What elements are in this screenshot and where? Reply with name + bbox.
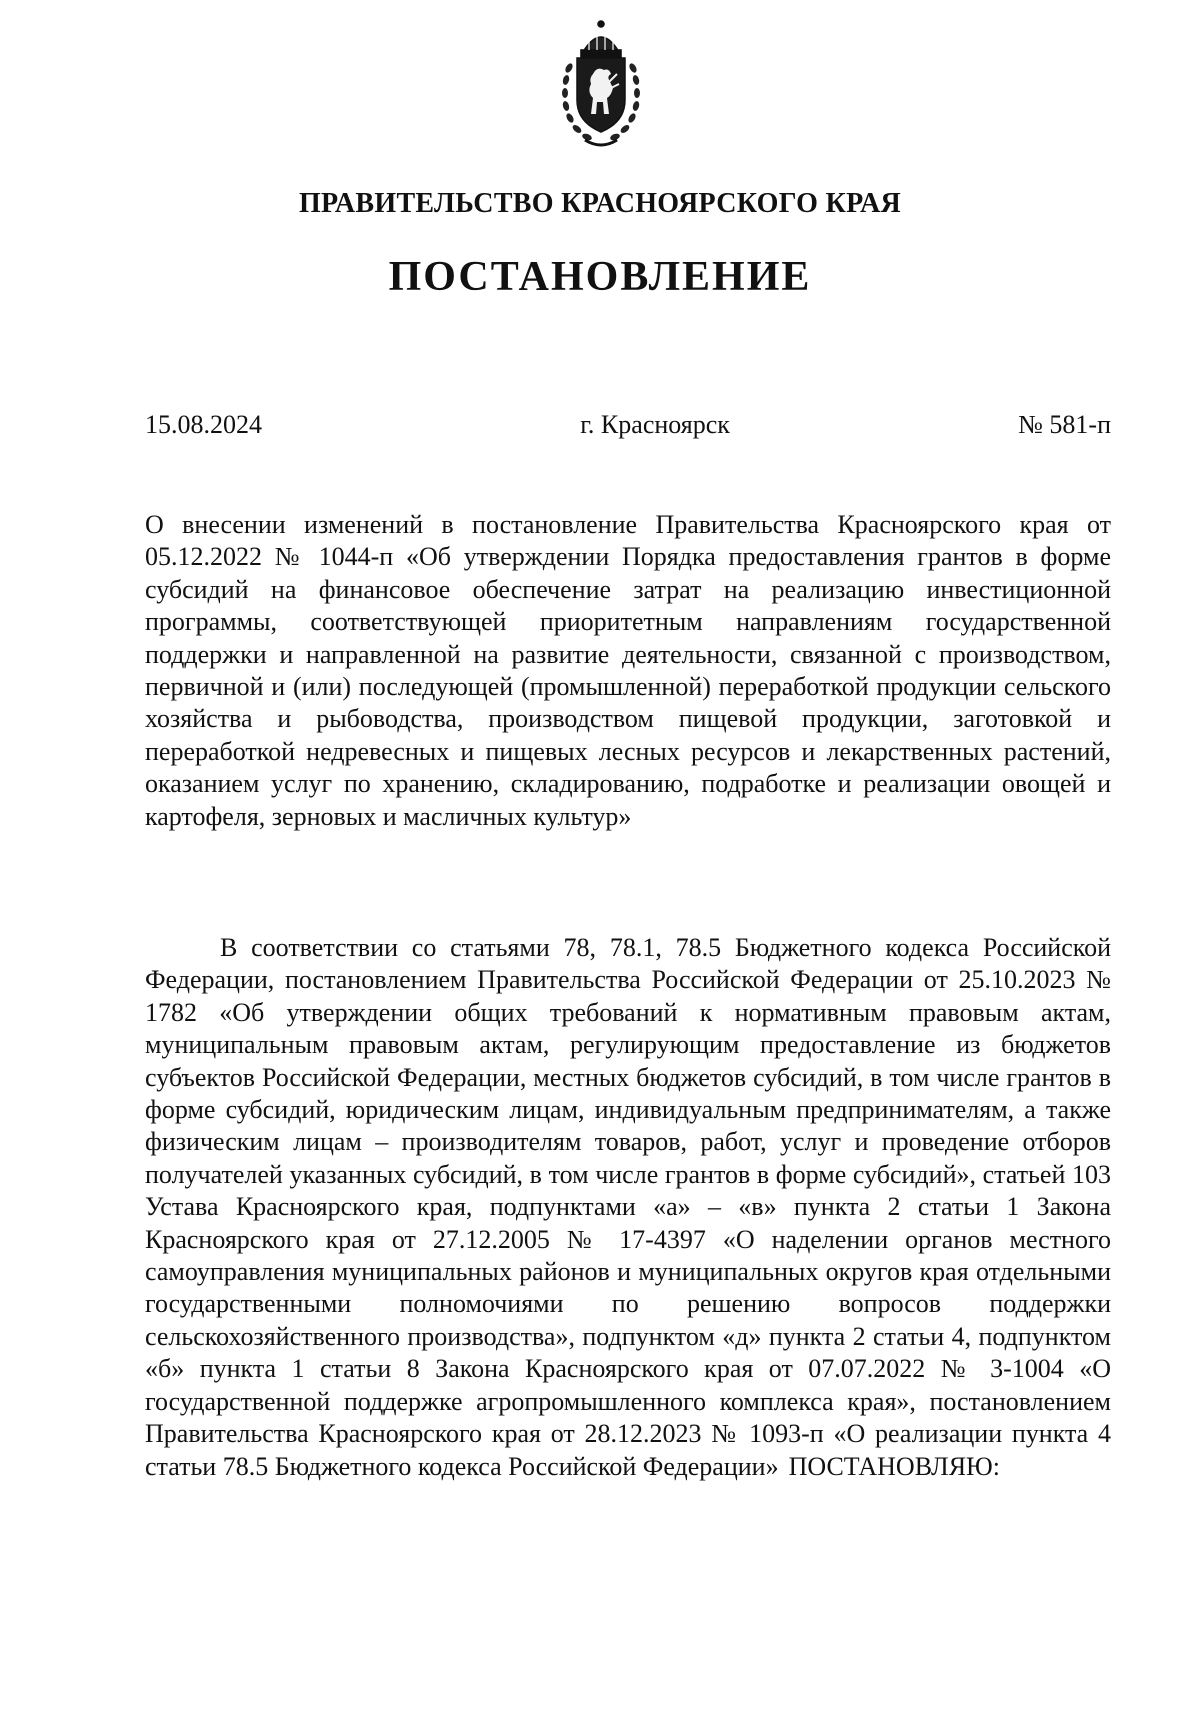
document-title: О внесении изменений в постановление Правительства Красноярского края от 05.12.2022 № 1044-п «Об утверждении Порядка предоставления грантов в форме субсидий на финансовое обеспечение затрат на реализацию инвестиционной программы, соответствующей приоритетным направлениям государственной поддержки и направленной на развитие деятельности, связанной с производством, первичной и (или) последующей (промышленной) переработкой продукции сельского хозяйства и рыбоводства, производством пищевой продукции, заготовкой и переработкой недревесных и пищевых лесных ресурсов и лекарственных растений, оказанием услуг по хранению, складированию, подработке и реализации овощей и картофеля, зерновых и масличных культур» xyxy=(145,510,1111,831)
document-number: № 581-п xyxy=(1018,410,1111,439)
document-type: ПОСТАНОВЛЕНИЕ xyxy=(388,254,812,300)
preamble-paragraph xyxy=(145,932,1111,1483)
document-date: 15.08.2024 xyxy=(145,410,262,439)
document-meta xyxy=(145,410,1111,440)
preamble-text: В соответствии со статьями 78, 78.1, 78.5 Бюджетного кодекса Российской Федерации, постановлением Правительства Российской Федерации от 25.10.2023 № 1782 «Об утверждении общих требований к нормативным правовым актам, муниципальным правовым актам, регулирующим предоставление из бюджетов субъектов Российской Федерации, местных бюджетов субсидий, в том числе грантов в форме субсидий, юридическим лицам, индивидуальным предпринимателям, а также физическим лицам – производителям товаров, работ, услуг и проведение отборов получателей указанных субсидий, в том числе грантов в форме субсидий», статьей 103 Устава Красноярского края, подпунктами «а» – «в» пункта 2 статьи 1 Закона Красноярского края от 27.12.2005 № 17-4397 «О наделении органов местного самоуправления муниципальных районов и муниципальных округов края отдельными государственными полномочиями по решению вопросов поддержки сельскохозяйственного производства», подпунктом «д» пункта 2 статьи 4, подпунктом «б» пункта 1 статьи 8 Закона Красноярского края от 07.07.2022 № 3-1004 «О государственной поддержке агропромышленного комплекса края», постановлением Правительства Красноярского края от 28.12.2023 № 1093-п «О реализации пункта 4 статьи 78.5 Бюджетного кодекса Российской Федерации» xyxy=(145,933,1111,1481)
resolve-word: ПОСТАНОВЛЯЮ: xyxy=(788,1451,1000,1481)
krasnoyarsk-coat-of-arms-icon xyxy=(557,18,645,152)
issuing-authority: ПРАВИТЕЛЬСТВО КРАСНОЯРСКОГО КРАЯ xyxy=(298,188,902,219)
document-city: г. Красноярск xyxy=(580,410,730,439)
